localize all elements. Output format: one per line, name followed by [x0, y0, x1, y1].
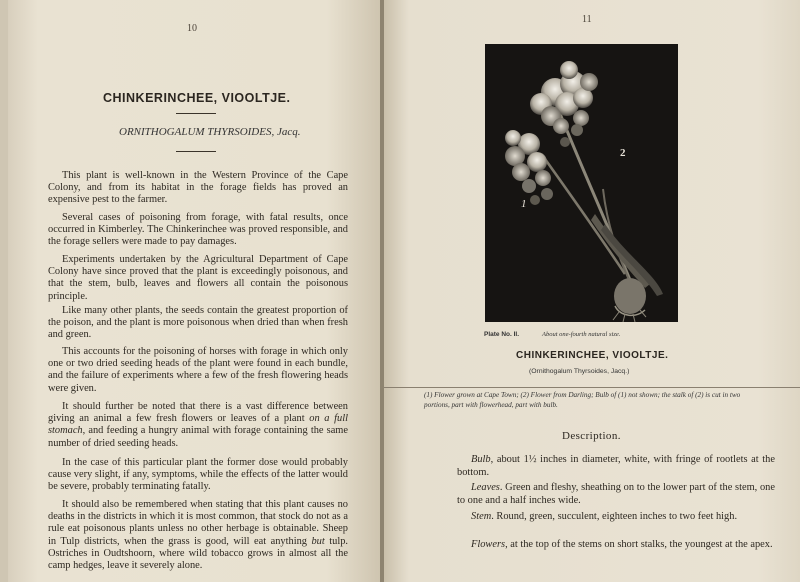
description-bulb: Bulb, about 1½ inches in diameter, white, with fringe of rootlets at the bottom.	[457, 454, 775, 478]
description-stem: Stem. Round, green, succulent, eighteen inches to two feet high.	[471, 511, 738, 522]
plate-subtitle: (Ornithogalum Thyrsoides, Jacq.)	[529, 368, 630, 375]
paragraph-7: In the case of this particular plant the former dose would probably cause very slight, if any, symptoms, while the effects of the latter would be severe, probably terminating fatally.	[48, 457, 348, 493]
page-title: CHINKERINCHEE, VIOOLTJE.	[103, 91, 291, 105]
plate-title: CHINKERINCHEE, VIOOLTJE.	[516, 350, 669, 361]
paragraph-5: This accounts for the poisoning of horses with forage in which only one or two dried seeding heads of the plant were found in each bundle, and the failure of experiments where a few of the fresh flowering heads were given.	[48, 346, 348, 394]
subtitle-rule	[176, 151, 216, 152]
plate-number: Plate No. II.	[484, 331, 520, 338]
right-page	[384, 0, 800, 582]
description-flowers: Flowers, at the top of the stems on short stalks, the youngest at the apex.	[471, 539, 773, 550]
title-rule	[176, 113, 216, 114]
description-heading: Description.	[562, 430, 621, 442]
paragraph-3: Experiments undertaken by the Agricultural Department of Cape Colony have since proved that the plant is exceedingly poisonous, and that the stem, bulb, leaves and flowers all contain the poisonous principle.	[48, 254, 348, 302]
page-number: 11	[582, 14, 592, 25]
plate-label-2: 2	[620, 147, 626, 159]
left-page	[8, 0, 383, 582]
paragraph-2: Several cases of poisoning from forage, with fatal results, once occurred in Kimberley. The Chinkerinchee was proved responsible, and the forage sellers were made to pay damages.	[48, 212, 348, 248]
chinkerinchee-illustration	[485, 44, 678, 322]
species-subtitle: ORNITHOGALUM THYRSOIDES, Jacq.	[119, 126, 301, 138]
plate-scale: About one-fourth natural size.	[542, 331, 621, 338]
plate-label-1: 1	[521, 198, 527, 210]
page-number: 10	[187, 23, 197, 34]
paragraph-1: This plant is well-known in the Western Province of the Cape Colony, and from its habitat in the forage fields has proved an expensive pest to the farmer.	[48, 170, 348, 206]
plate-photograph	[485, 44, 678, 322]
description-leaves: Leaves. Green and fleshy, sheathing on to the lower part of the stem, one to one and a half inches wide.	[457, 482, 775, 506]
paragraph-4: Like many other plants, the seeds contain the greatest proportion of the poison, and the plant is more poisonous when dried than when fresh and green.	[48, 305, 348, 341]
plate-note: (1) Flower grown at Cape Town; (2) Flower from Darling; Bulb of (1) not shown; the stalk of (2) is cut in two portions, part with flowerhead, part with bulb.	[424, 391, 741, 409]
paragraph-6: It should further be noted that there is a vast difference between giving an animal a few fresh flowers or leaves of a plant on a full stomach, and feeding a hungry animal with forage containing the same number of dried seeding heads.	[48, 401, 348, 449]
paragraph-8: It should also be remembered when stating that this plant causes no deaths in the districts in which it is most common, that stock do not as a rule eat poisonous plants unless no other herbage is obtainable. Sheep in Tulp districts, when the grass is good, will eat anything but tulp. Ostriches in Oudtshoorn, where wild tobacco grows in almost all the camp hedges, leave it severely alone.	[48, 499, 348, 572]
caption-rule	[384, 387, 800, 388]
